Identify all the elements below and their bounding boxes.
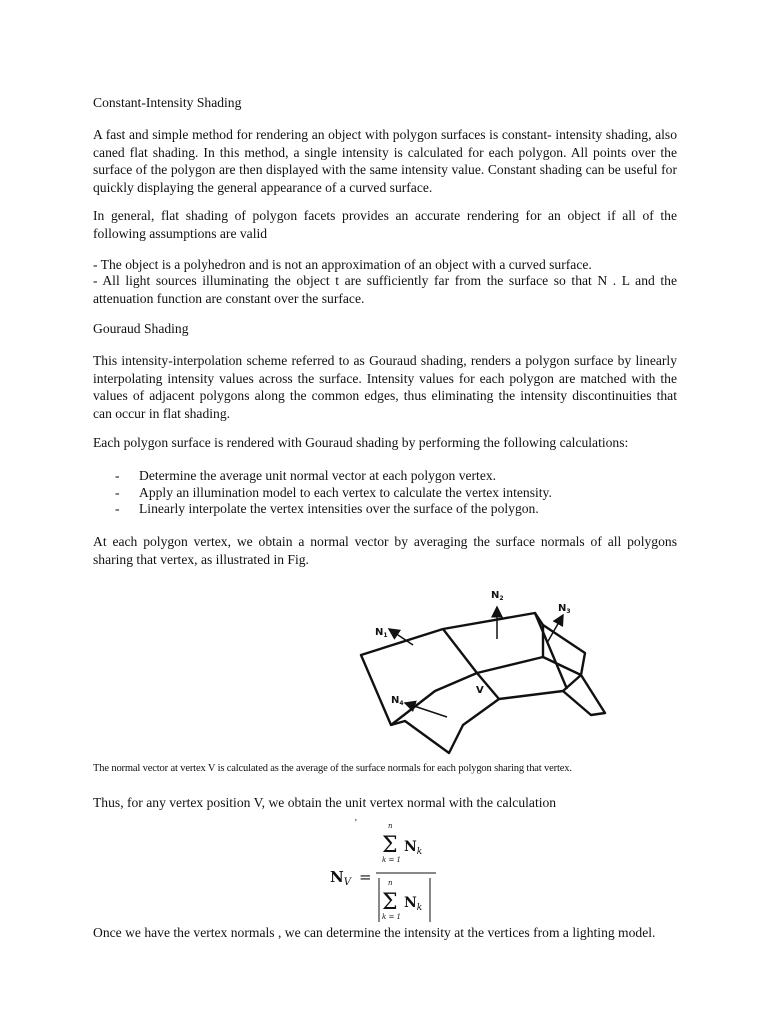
denominator-term: $N_k$ bbox=[404, 895, 423, 913]
label-n3: $N_3$ bbox=[558, 603, 571, 615]
heading-constant-intensity: Constant-Intensity Shading bbox=[93, 95, 242, 110]
list-item bbox=[93, 500, 677, 517]
assumption-light-sources: - All light sources illuminating the object t are sufficiently far from the surface so that N . L and the attenuation function are constant over the surface. bbox=[93, 273, 677, 306]
label-n2: $N_2$ bbox=[491, 590, 504, 602]
list-item bbox=[93, 484, 677, 501]
paragraph-gouraud-intro: This intensity-interpolation scheme referred to as Gouraud shading, renders a polygon surface by linearly interpolating intensity values across the surface. Intensity values for each polygon are matched with the values of adjacent polygons along the common edges, thus eliminating the intensity discontinuities that can occur in flat shading. bbox=[93, 353, 677, 421]
bullet-dash: - bbox=[115, 468, 120, 483]
polygon-normals-figure bbox=[355, 585, 615, 760]
vertex-normal-formula bbox=[330, 822, 450, 926]
list-item bbox=[93, 467, 677, 484]
assumption-polyhedron: - The object is a polyhedron and is not an approximation of an object with a curved surface. bbox=[93, 257, 592, 272]
numerator-sigma: Σ bbox=[382, 833, 398, 858]
denominator-sigma: Σ bbox=[382, 890, 398, 915]
denominator-lower-limit: k = 1 bbox=[382, 913, 402, 921]
paragraph-flat-shading-intro: A fast and simple method for rendering an object with polygon surfaces is constant- intensity shading, also caned flat shading. In this method, a single intensity is calculated for each polygon. All points over the surface of the polygon are then displayed with the same intensity value. Constant shading can be useful for quickly displaying the general appearance of a curved surface. bbox=[93, 127, 677, 195]
numerator-term: $N_k$ bbox=[404, 839, 423, 857]
paragraph-vertex-normal: At each polygon vertex, we obtain a normal vector by averaging the surface normals of all polygons sharing that vertex, as illustrated in Fig. bbox=[93, 534, 677, 567]
formula-equals: = bbox=[359, 868, 372, 886]
denominator-upper-limit: n bbox=[388, 879, 393, 887]
step-text: Apply an illumination model to each vertex to calculate the vertex intensity. bbox=[139, 485, 552, 500]
figure-caption: The normal vector at vertex V is calculated as the average of the surface normals for each polygon sharing that vertex. bbox=[93, 763, 572, 774]
paragraph-conclusion: Once we have the vertex normals , we can determine the intensity at the vertices from a lighting model. bbox=[93, 925, 656, 940]
formula-lhs: $N_V$ bbox=[330, 868, 351, 888]
paragraph-unit-normal-intro: Thus, for any vertex position V, we obtain the unit vertex normal with the calculation bbox=[93, 795, 557, 810]
numerator-upper-limit: n bbox=[388, 822, 393, 830]
label-vertex-v: V bbox=[476, 685, 484, 696]
heading-gouraud-shading: Gouraud Shading bbox=[93, 321, 189, 336]
step-text: Determine the average unit normal vector at each polygon vertex. bbox=[139, 468, 497, 483]
paragraph-assumptions-intro: In general, flat shading of polygon facets provides an accurate rendering for an object if all of the following assumptions are valid bbox=[93, 208, 677, 241]
numerator-lower-limit: k = 1 bbox=[382, 856, 402, 864]
label-n1: $N_1$ bbox=[375, 627, 388, 639]
stray-apostrophe: ' bbox=[355, 818, 357, 829]
paragraph-calculations-intro: Each polygon surface is rendered with Gouraud shading by performing the following calculations: bbox=[93, 435, 629, 450]
label-n4: $N_4$ bbox=[391, 695, 404, 707]
step-text: Linearly interpolate the vertex intensities over the surface of the polygon. bbox=[139, 501, 539, 516]
bullet-dash: - bbox=[115, 485, 120, 500]
bullet-dash: - bbox=[115, 501, 120, 516]
